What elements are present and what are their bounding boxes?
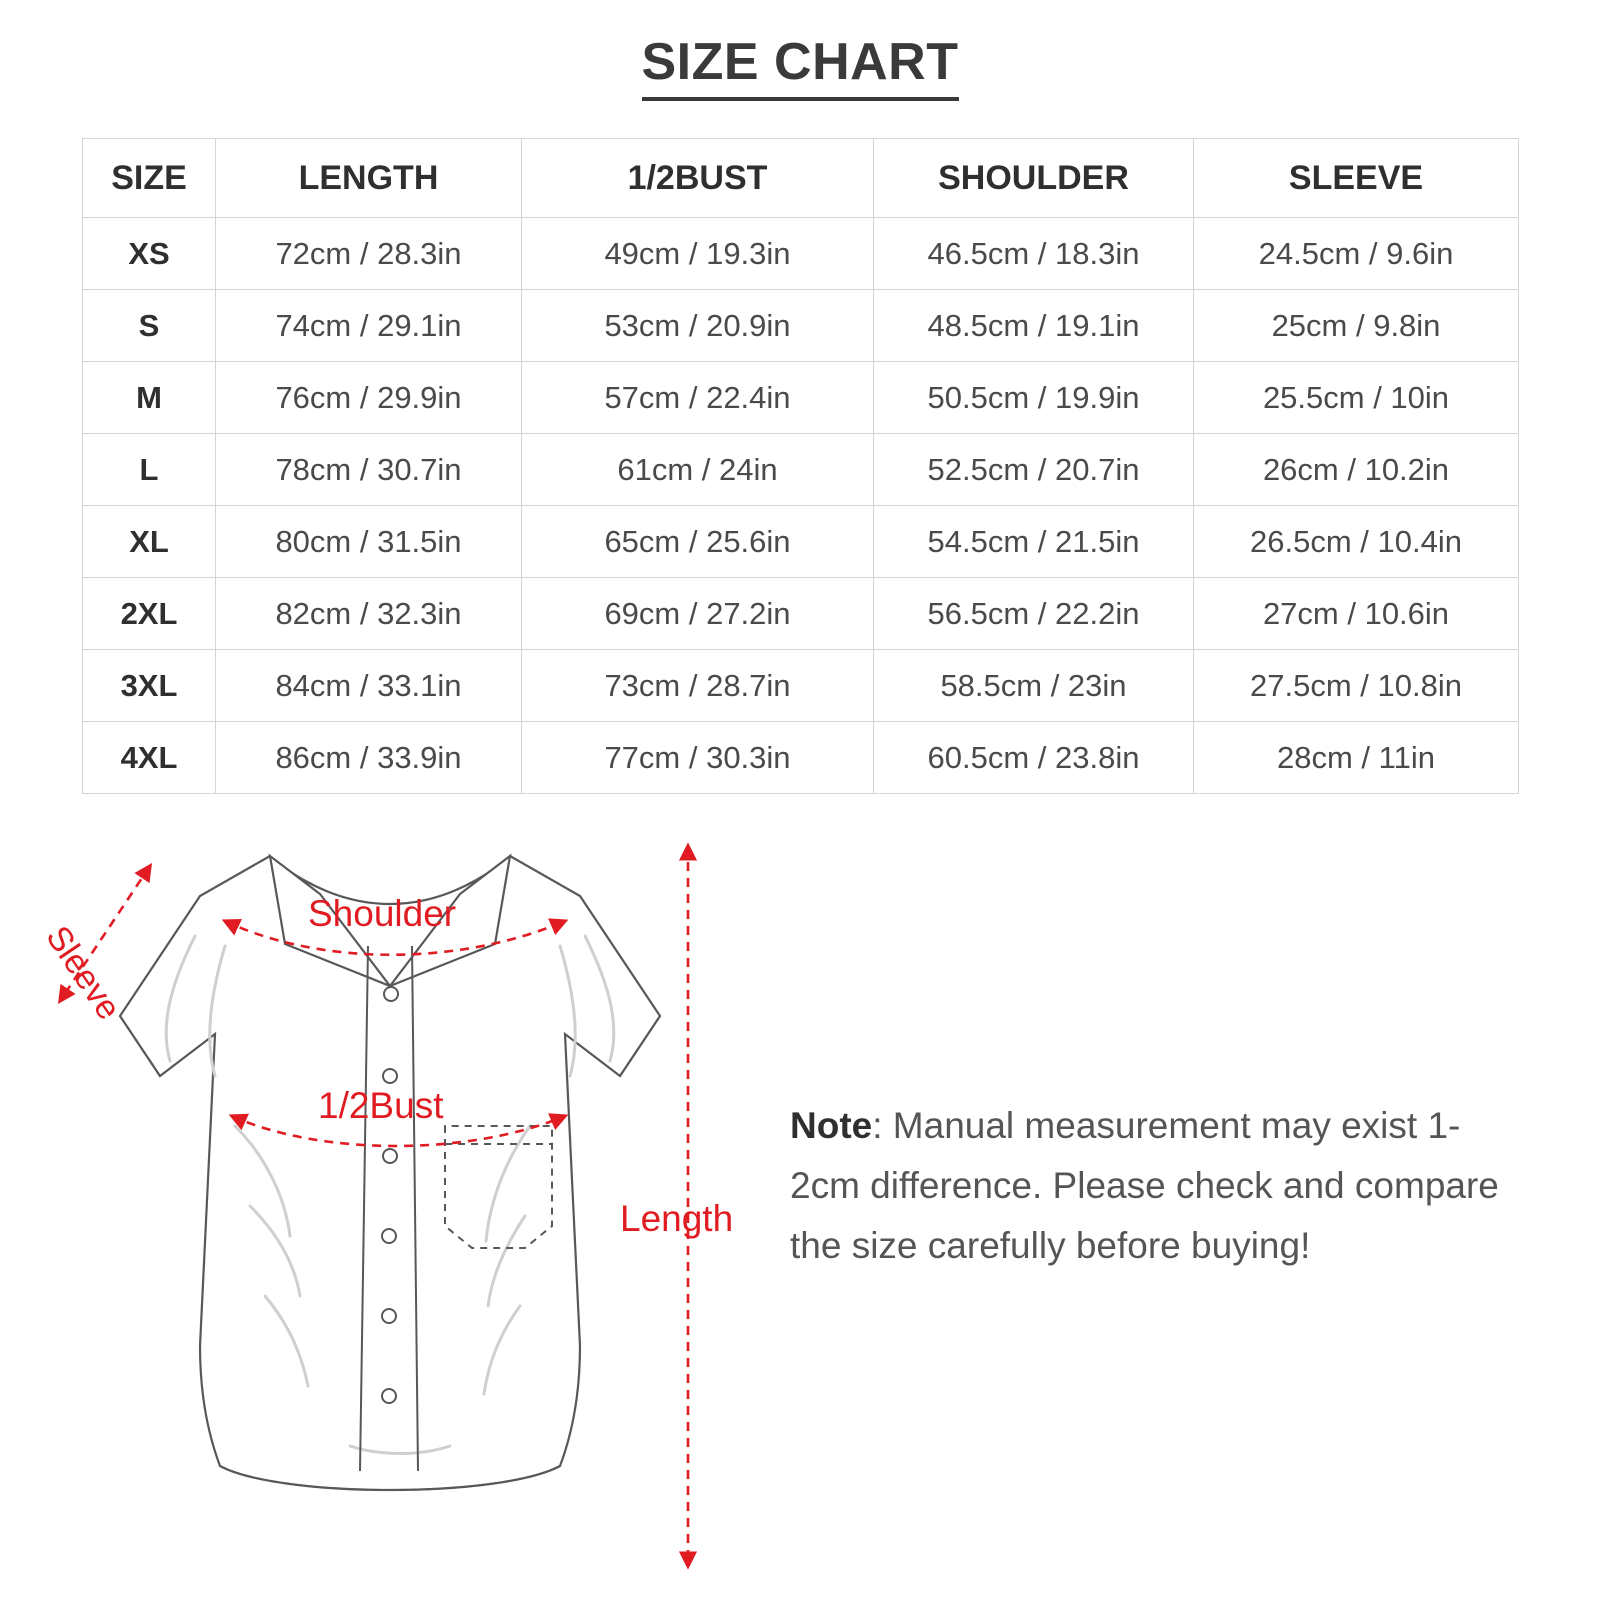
cell-length: 86cm / 33.9in (216, 722, 522, 794)
cell-sleeve: 27cm / 10.6in (1194, 578, 1519, 650)
cell-size: XL (83, 506, 216, 578)
cell-sleeve: 27.5cm / 10.8in (1194, 650, 1519, 722)
cell-length: 82cm / 32.3in (216, 578, 522, 650)
table-row (83, 362, 1519, 434)
column-header-shoulder: SHOULDER (874, 139, 1194, 218)
cell-size: L (83, 434, 216, 506)
measurement-guide-section (0, 826, 1600, 1586)
length-label: Length (620, 1198, 734, 1239)
shirt-diagram (20, 826, 780, 1586)
page-title-text: SIZE CHART (642, 33, 959, 101)
sleeve-label: Sleeve (38, 919, 129, 1027)
cell-size: XS (83, 218, 216, 290)
table-row (83, 290, 1519, 362)
cell-length: 72cm / 28.3in (216, 218, 522, 290)
cell-shoulder: 48.5cm / 19.1in (874, 290, 1194, 362)
cell-length: 80cm / 31.5in (216, 506, 522, 578)
half-bust-label: 1/2Bust (318, 1085, 444, 1126)
page-title (0, 0, 1600, 96)
cell-sleeve: 26cm / 10.2in (1194, 434, 1519, 506)
cell-shoulder: 60.5cm / 23.8in (874, 722, 1194, 794)
cell-half-bust: 53cm / 20.9in (522, 290, 874, 362)
size-table-container (82, 138, 1518, 794)
shoulder-label: Shoulder (308, 893, 457, 934)
cell-size: M (83, 362, 216, 434)
table-header-row (83, 139, 1519, 218)
cell-length: 74cm / 29.1in (216, 290, 522, 362)
column-header-size: SIZE (83, 139, 216, 218)
table-row (83, 650, 1519, 722)
cell-shoulder: 50.5cm / 19.9in (874, 362, 1194, 434)
table-row (83, 578, 1519, 650)
cell-half-bust: 65cm / 25.6in (522, 506, 874, 578)
cell-sleeve: 24.5cm / 9.6in (1194, 218, 1519, 290)
column-header-length: LENGTH (216, 139, 522, 218)
cell-half-bust: 49cm / 19.3in (522, 218, 874, 290)
cell-shoulder: 52.5cm / 20.7in (874, 434, 1194, 506)
note-text (790, 1096, 1510, 1276)
cell-size: 3XL (83, 650, 216, 722)
cell-size: S (83, 290, 216, 362)
column-header-sleeve: SLEEVE (1194, 139, 1519, 218)
table-row (83, 722, 1519, 794)
cell-size: 2XL (83, 578, 216, 650)
cell-size: 4XL (83, 722, 216, 794)
cell-sleeve: 26.5cm / 10.4in (1194, 506, 1519, 578)
note-prefix: Note (790, 1105, 873, 1146)
table-row (83, 506, 1519, 578)
column-header-half-bust: 1/2BUST (522, 139, 874, 218)
cell-shoulder: 58.5cm / 23in (874, 650, 1194, 722)
table-row (83, 434, 1519, 506)
cell-length: 76cm / 29.9in (216, 362, 522, 434)
cell-sleeve: 28cm / 11in (1194, 722, 1519, 794)
note-body: : Manual measurement may exist 1-2cm difference. Please check and compare the size carefully before buying! (790, 1105, 1499, 1266)
cell-shoulder: 54.5cm / 21.5in (874, 506, 1194, 578)
cell-half-bust: 57cm / 22.4in (522, 362, 874, 434)
cell-shoulder: 46.5cm / 18.3in (874, 218, 1194, 290)
size-chart-table (82, 138, 1519, 794)
cell-sleeve: 25.5cm / 10in (1194, 362, 1519, 434)
cell-length: 78cm / 30.7in (216, 434, 522, 506)
table-row (83, 218, 1519, 290)
cell-half-bust: 77cm / 30.3in (522, 722, 874, 794)
cell-shoulder: 56.5cm / 22.2in (874, 578, 1194, 650)
cell-half-bust: 69cm / 27.2in (522, 578, 874, 650)
cell-half-bust: 73cm / 28.7in (522, 650, 874, 722)
cell-length: 84cm / 33.1in (216, 650, 522, 722)
cell-half-bust: 61cm / 24in (522, 434, 874, 506)
cell-sleeve: 25cm / 9.8in (1194, 290, 1519, 362)
